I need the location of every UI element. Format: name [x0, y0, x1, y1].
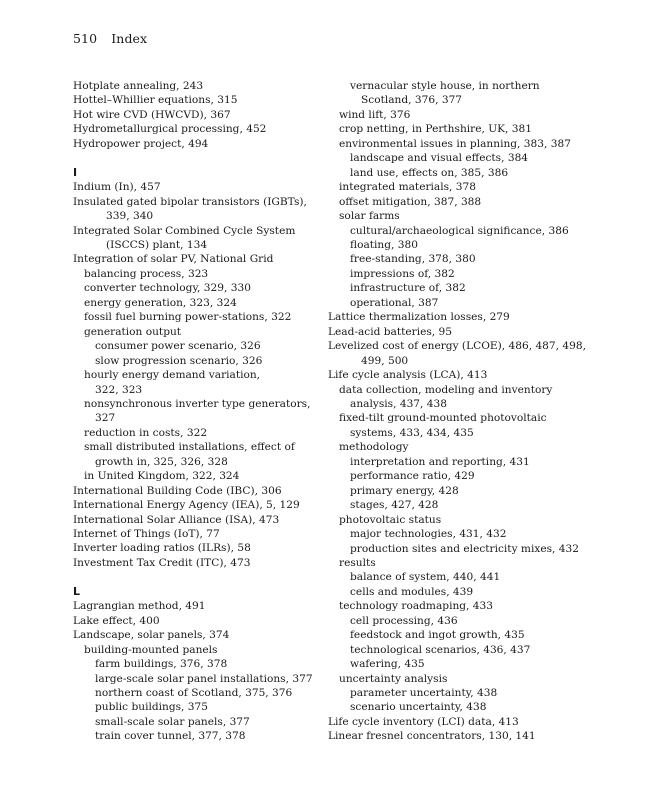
entry-text: wind lift, 376: [339, 108, 411, 121]
index-subentry: [73, 700, 325, 714]
entry-text: public buildings, 375: [95, 701, 209, 714]
entry-text: impressions of, 382: [350, 267, 455, 280]
index-subentry: [328, 411, 588, 440]
index-subentry: [73, 440, 325, 469]
index-subentry: [328, 296, 588, 310]
index-subentry: [328, 440, 588, 454]
entry-text: Integrated Solar Combined Cycle System: [73, 224, 296, 237]
index-entry: [328, 339, 588, 368]
index-subentry: [73, 267, 325, 281]
index-subentry: [328, 195, 588, 209]
entry-text: International Energy Agency (IEA), 5, 129: [73, 499, 300, 512]
entry-text: methodology: [339, 441, 409, 454]
entry-text: photovoltaic status: [339, 513, 442, 526]
index-entry: [73, 498, 325, 512]
index-subentry: [328, 108, 588, 122]
section-letter: L: [73, 584, 81, 598]
entry-text: cultural/archaeological significance, 386: [350, 224, 569, 237]
index-subentry: [328, 484, 588, 498]
index-entry: [73, 108, 325, 122]
index-subentry: [328, 585, 588, 599]
entry-text: feedstock and ingot growth, 435: [350, 629, 525, 642]
entry-text: Life cycle analysis (LCA), 413: [328, 369, 488, 382]
entry-text: International Building Code (IBC), 306: [73, 484, 282, 497]
entry-text: balancing process, 323: [84, 267, 209, 280]
entry-text: integrated materials, 378: [339, 181, 477, 194]
index-entry: [73, 513, 325, 527]
entry-text: infrastructure of, 382: [350, 282, 466, 295]
entry-text: farm buildings, 376, 378: [95, 658, 228, 671]
entry-text: technology roadmaping, 433: [339, 600, 494, 613]
entry-text: balance of system, 440, 441: [350, 571, 501, 584]
section-letter: I: [73, 165, 78, 179]
entry-text: large-scale solar panel installations, 377: [95, 672, 313, 685]
index-entry: [73, 137, 325, 151]
entry-text: nonsynchronous inverter type generators,: [84, 397, 311, 410]
index-subentry: [73, 310, 325, 324]
index-entry: [73, 484, 325, 498]
index-subentry: [73, 729, 325, 743]
entry-text: crop netting, in Perthshire, UK, 381: [339, 123, 533, 136]
entry-text: Life cycle inventory (LCI) data, 413: [328, 715, 519, 728]
index-subentry: [328, 383, 588, 412]
index-subentry: [328, 628, 588, 642]
entry-text: scenario uncertainty, 438: [350, 701, 487, 714]
entry-text: Hottel–Whillier equations, 315: [73, 94, 238, 107]
index-entry: [73, 180, 325, 194]
entry-text: reduction in costs, 322: [84, 426, 208, 439]
index-subentry: [73, 715, 325, 729]
index-entry: [73, 122, 325, 136]
entry-text: small-scale solar panels, 377: [95, 715, 250, 728]
entry-text: generation output: [84, 325, 182, 338]
entry-continuation: 499, 500: [361, 354, 409, 367]
entry-text: building-mounted panels: [84, 643, 218, 656]
entry-text: wafering, 435: [350, 658, 425, 671]
index-subentry: [328, 700, 588, 714]
index-subentry: [328, 657, 588, 671]
index-subentry: [73, 686, 325, 700]
entry-text: Lake effect, 400: [73, 614, 160, 627]
index-subentry: [328, 570, 588, 584]
index-subentry: [328, 469, 588, 483]
index-entry: [73, 252, 325, 266]
index-entry: [73, 195, 325, 224]
index-subentry: [73, 354, 325, 368]
index-subentry: [73, 281, 325, 295]
index-entry: [73, 79, 325, 93]
index-entry: [73, 556, 325, 570]
index-subentry: [73, 469, 325, 483]
entry-text: Linear fresnel concentrators, 130, 141: [328, 730, 536, 743]
index-entry: [328, 325, 588, 339]
index-entry: [328, 715, 588, 729]
index-entry: [73, 93, 325, 107]
entry-text: Investment Tax Credit (ITC), 473: [73, 556, 251, 569]
index-subentry: [328, 542, 588, 556]
index-entry: [73, 541, 325, 555]
entry-text: major technologies, 431, 432: [350, 528, 507, 541]
index-subentry: [328, 455, 588, 469]
entry-text: Internet of Things (IoT), 77: [73, 528, 220, 541]
index-subentry: [328, 224, 588, 238]
index-entry: [73, 599, 325, 613]
entry-text: in United Kingdom, 322, 324: [84, 470, 240, 483]
entry-text: Integration of solar PV, National Grid: [73, 253, 274, 266]
index-subentry: [73, 296, 325, 310]
index-subentry: [328, 238, 588, 252]
page-number: 510: [73, 31, 98, 46]
entry-continuation: systems, 433, 434, 435: [350, 426, 474, 439]
index-subentry: [328, 614, 588, 628]
index-entry: [328, 729, 588, 743]
index-subentry: [328, 643, 588, 657]
entry-text: Lead-acid batteries, 95: [328, 325, 453, 338]
index-subentry: [328, 137, 588, 151]
entry-text: stages, 427, 428: [350, 499, 439, 512]
entry-continuation: analysis, 437, 438: [350, 397, 447, 410]
entry-text: data collection, modeling and inventory: [339, 383, 553, 396]
entry-text: performance ratio, 429: [350, 470, 475, 483]
index-subentry: [328, 209, 588, 223]
entry-text: offset mitigation, 387, 388: [339, 195, 482, 208]
index-subentry: [328, 527, 588, 541]
entry-text: small distributed installations, effect of: [84, 441, 295, 454]
section-spacer: [73, 151, 325, 165]
entry-text: Levelized cost of energy (LCOE), 486, 487, 498,: [328, 340, 586, 353]
entry-text: uncertainty analysis: [339, 672, 448, 685]
entry-continuation: 327: [95, 412, 116, 425]
entry-text: free-standing, 378, 380: [350, 253, 476, 266]
page-title: Index: [111, 31, 148, 46]
index-entry: [328, 310, 588, 324]
index-entry: [73, 628, 325, 642]
entry-text: converter technology, 329, 330: [84, 282, 251, 295]
entry-text: Hot wire CVD (HWCVD), 367: [73, 108, 231, 121]
index-subentry: [328, 599, 588, 613]
index-subentry: [73, 672, 325, 686]
entry-continuation: growth in, 325, 326, 328: [95, 455, 228, 468]
entry-text: vernacular style house, in northern: [350, 80, 540, 92]
index-subentry: [73, 339, 325, 353]
entry-text: slow progression scenario, 326: [95, 354, 263, 367]
entry-text: operational, 387: [350, 296, 439, 309]
section-spacer: [73, 570, 325, 584]
entry-text: results: [339, 556, 376, 569]
index-subentry: [328, 267, 588, 281]
index-column-right: [328, 79, 588, 744]
index-subentry: [328, 513, 588, 527]
index-subentry: [328, 252, 588, 266]
entry-text: Hydropower project, 494: [73, 137, 209, 150]
index-entry: [73, 224, 325, 253]
index-subentry: [73, 397, 325, 426]
index-subentry: [328, 498, 588, 512]
entry-text: International Solar Alliance (ISA), 473: [73, 513, 280, 526]
index-subentry: [328, 686, 588, 700]
entry-text: cells and modules, 439: [350, 585, 474, 598]
index-subentry: [328, 180, 588, 194]
index-entry: [328, 368, 588, 382]
entry-text: northern coast of Scotland, 375, 376: [95, 687, 293, 699]
entry-text: technological scenarios, 436, 437: [350, 643, 531, 656]
entry-text: Indium (In), 457: [73, 181, 161, 194]
entry-text: train cover tunnel, 377, 378: [95, 730, 246, 743]
entry-text: Lagrangian method, 491: [73, 600, 206, 613]
entry-text: Landscape, solar panels, 374: [73, 629, 230, 642]
index-subentry: [328, 281, 588, 295]
index-entry: [73, 527, 325, 541]
entry-text: primary energy, 428: [350, 484, 459, 497]
entry-text: energy generation, 323, 324: [84, 296, 237, 309]
index-subentry: [73, 657, 325, 671]
entry-text: interpretation and reporting, 431: [350, 455, 530, 468]
index-entry: [73, 614, 325, 628]
running-header: [73, 31, 147, 46]
index-subentry: [328, 79, 588, 108]
entry-continuation: (ISCCS) plant, 134: [106, 238, 208, 251]
index-subentry: [73, 325, 325, 339]
entry-text: floating, 380: [350, 238, 418, 251]
entry-text: Hydrometallurgical processing, 452: [73, 123, 267, 136]
index-subentry: [328, 672, 588, 686]
entry-text: Inverter loading ratios (ILRs), 58: [73, 542, 251, 555]
index-subentry: [328, 556, 588, 570]
entry-continuation: Scotland, 376, 377: [361, 94, 463, 107]
index-subentry: [328, 166, 588, 180]
entry-text: Lattice thermalization losses, 279: [328, 311, 510, 324]
entry-text: consumer power scenario, 326: [95, 340, 261, 353]
entry-text: land use, effects on, 385, 386: [350, 166, 509, 179]
index-subentry: [73, 368, 325, 397]
entry-text: Insulated gated bipolar transistors (IGBTs),: [73, 195, 307, 208]
entry-text: parameter uncertainty, 438: [350, 687, 498, 700]
index-subentry: [328, 122, 588, 136]
index-subentry: [73, 426, 325, 440]
entry-text: cell processing, 436: [350, 614, 458, 627]
index-column-left: [73, 79, 325, 744]
entry-text: hourly energy demand variation,: [84, 369, 261, 382]
entry-text: fixed-tilt ground-mounted photovoltaic: [339, 412, 547, 425]
entry-continuation: 339, 340: [106, 210, 154, 223]
entry-text: Hotplate annealing, 243: [73, 80, 204, 92]
entry-text: solar farms: [339, 210, 400, 223]
index-subentry: [328, 151, 588, 165]
entry-text: landscape and visual effects, 384: [350, 152, 529, 165]
entry-text: environmental issues in planning, 383, 387: [339, 137, 571, 150]
entry-continuation: 322, 323: [95, 383, 143, 396]
index-subentry: [73, 643, 325, 657]
entry-text: production sites and electricity mixes, 432: [350, 542, 579, 555]
entry-text: fossil fuel burning power-stations, 322: [84, 311, 292, 324]
